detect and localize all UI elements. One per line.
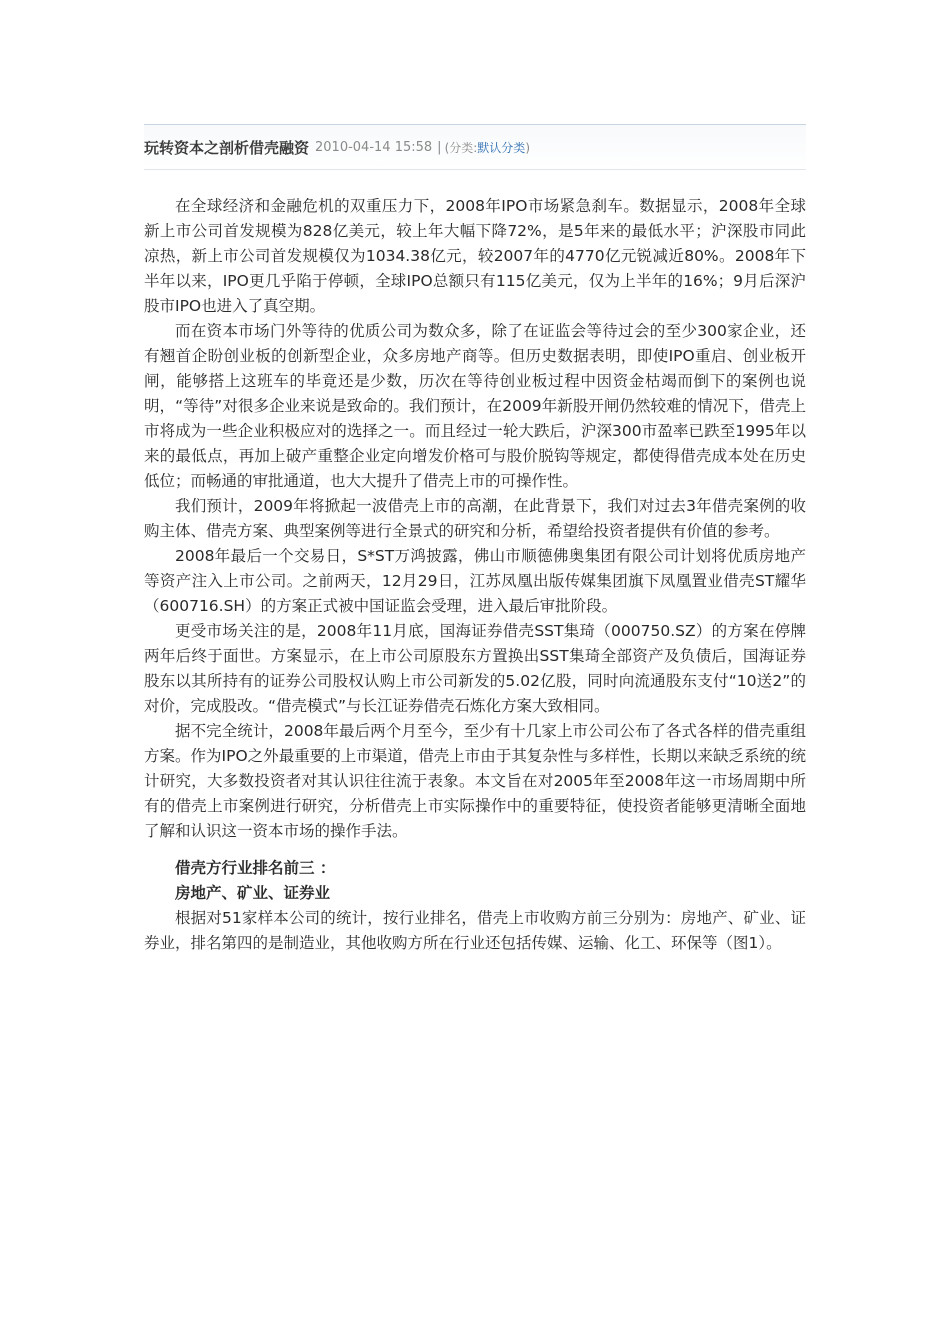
body-paragraph: 我们预计，2009年将掀起一波借壳上市的高潮，在此背景下，我们对过去3年借壳案例的收购主体、借壳方案、典型案例等进行全景式的研究和分析，希望给投资者提供有价值的参考。 bbox=[144, 497, 806, 540]
post-category bbox=[445, 139, 530, 156]
category-suffix: ) bbox=[525, 140, 530, 155]
post-date: 2010-04-14 15:58 bbox=[315, 139, 433, 155]
post-title: 玩转资本之剖析借壳融资 bbox=[144, 138, 310, 157]
post-body bbox=[144, 194, 806, 956]
section-paragraph: 根据对51家样本公司的统计，按行业排名，借壳上市收购方前三分别为：房地产、矿业、证券业，排名第四的是制造业，其他收购方所在行业还包括传媒、运输、化工、环保等（图1）。 bbox=[144, 909, 806, 952]
body-paragraph: 而在资本市场门外等待的优质公司为数众多，除了在证监会等待过会的至少300家企业，还有翘首企盼创业板的创新型企业，众多房地产商等。但历史数据表明，即使IPO重启、创业板开闸，能够搭上这班车的毕竟还是少数，历次在等待创业板过程中因资金枯竭而倒下的案例也说明，“等待”对很多企业来说是致命的。我们预计，在2009年新股开闸仍然较难的情况下，借壳上市将成为一些企业积极应对的选择之一。而且经过一轮大跌后，沪深300市盈率已跌至1995年以来的最低点，再加上破产重整企业定向增发价格可与股价脱钩等规定，都使得借壳成本处在历史低位；而畅通的审批通道，也大大提升了借壳上市的可操作性。 bbox=[144, 322, 806, 490]
header-separator: | bbox=[437, 139, 442, 155]
body-paragraph: 更受市场关注的是，2008年11月底，国海证券借壳SST集琦（000750.SZ）的方案在停牌两年后终于面世。方案显示，在上市公司原股东方置换出SST集琦全部资产及负债后，国海证券股东以其所持有的证券公司股权认购上市公司新发的5.02亿股，同时向流通股东支付“10送2”的对价，完成股改。“借壳模式”与长江证券借壳石炼化方案大致相同。 bbox=[144, 622, 806, 715]
category-prefix: (分类: bbox=[444, 140, 478, 155]
category-link[interactable]: 默认分类 bbox=[477, 140, 526, 155]
body-paragraph: 2008年最后一个交易日，S*ST万鸿披露，佛山市顺德佛奥集团有限公司计划将优质房地产等资产注入上市公司。之前两天，12月29日，江苏凤凰出版传媒集团旗下凤凰置业借壳ST耀华（600716.SH）的方案正式被中国证监会受理，进入最后审批阶段。 bbox=[144, 547, 806, 615]
body-paragraph: 据不完全统计，2008年最后两个月至今，至少有十几家上市公司公布了各式各样的借壳重组方案。作为IPO之外最重要的上市渠道，借壳上市由于其复杂性与多样性，长期以来缺乏系统的统计研究，大多数投资者对其认识往往流于表象。本文旨在对2005年至2008年这一市场周期中所有的借壳上市案例进行研究，分析借壳上市实际操作中的重要特征，使投资者能够更清晰全面地了解和认识这一资本市场的操作手法。 bbox=[144, 722, 806, 840]
section-heading: 借壳方行业排名前三 ： bbox=[175, 859, 336, 877]
post-header bbox=[144, 124, 806, 170]
section-subheading: 房地产、矿业、证券业 bbox=[175, 884, 331, 902]
section-gap bbox=[144, 844, 806, 856]
body-paragraph: 在全球经济和金融危机的双重压力下，2008年IPO市场紧急刹车。数据显示，2008年全球新上市公司首发规模为828亿美元，较上年大幅下降72%，是5年来的最低水平；沪深股市同此凉热，新上市公司首发规模仅为1034.38亿元，较2007年的4770亿元锐减近80%。2008年下半年以来，IPO更几乎陷于停顿，全球IPO总额只有115亿美元，仅为上半年的16%；9月后深沪股市IPO也进入了真空期。 bbox=[144, 197, 806, 315]
